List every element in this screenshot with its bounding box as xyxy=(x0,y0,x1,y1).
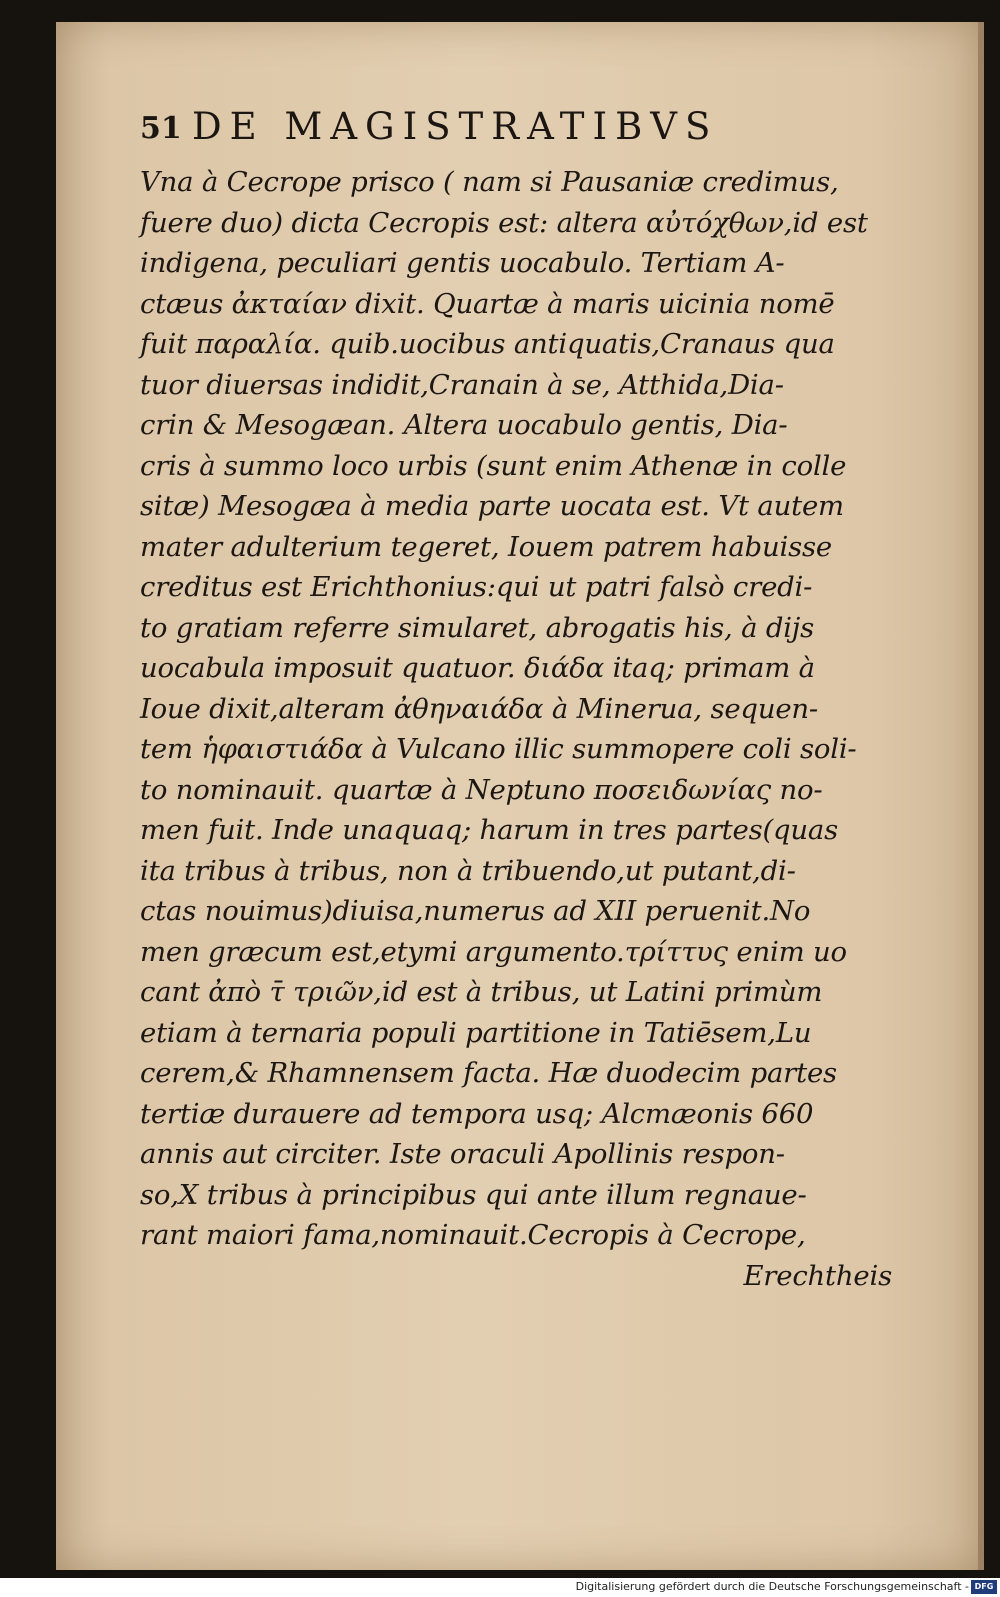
text-line: Ioue dixit,alteram ἀθηναιάδα à Minerua, sequen- xyxy=(140,692,819,725)
text-line: cerem,& Rhamnensem facta. Hæ duodecim partes xyxy=(140,1057,837,1089)
text-line: cant ἀπὸ τ̄ τριῶν,id est à tribus, ut Latini primùm xyxy=(140,976,823,1008)
catchword: Erechtheis xyxy=(743,1259,892,1292)
text-line: men fuit. Inde unaquaq; harum in tres partes(quas xyxy=(140,814,839,846)
text-line: tuor diuersas indidit,Cranain à se, Atthida,Dia- xyxy=(140,368,784,401)
text-line: ctæus ἀκταίαν dixit. Quartæ à maris uicinia nomē xyxy=(140,287,835,320)
text-line: ita tribus à tribus, non à tribuendo,ut putant,di- xyxy=(140,854,796,887)
dfg-logo: DFG xyxy=(971,1580,997,1594)
running-title: DE MAGISTRATIBVS xyxy=(192,105,719,148)
text-line: men græcum est,etymi argumento.τρίττυς enim uo xyxy=(140,935,847,968)
text-line: to gratiam referre simularet, abrogatis his, à dijs xyxy=(140,611,815,644)
text-line: annis aut circiter. Iste oraculi Apollinis respon- xyxy=(140,1138,785,1170)
text-line: creditus est Erichthonius:qui ut patri falsò credi- xyxy=(140,571,813,603)
text-line: mater adulterium tegeret, Iouem patrem habuisse xyxy=(140,530,832,563)
text-line: sitæ) Mesogæa à media parte uocata est. Vt autem xyxy=(140,490,844,522)
text-line: uocabula imposuit quatuor. διάδα itaq; primam à xyxy=(140,652,815,684)
text-line: to nominauit. quartæ à Neptuno ποσειδωνίας no- xyxy=(140,773,823,806)
text-block xyxy=(140,162,900,1296)
text-line: fuere duo) dicta Cecropis est: altera αὐτόχθων,id est xyxy=(140,206,868,239)
text-line: cris à summo loco urbis (sunt enim Athenæ in colle xyxy=(140,449,847,482)
text-line: Vna à Cecrope prisco ( nam si Pausaniæ credimus, xyxy=(140,166,839,198)
page-header xyxy=(140,105,840,165)
text-line: indigena, peculiari gentis uocabulo. Tertiam A- xyxy=(140,247,785,279)
text-line: ctas nouimus)diuisa,numerus ad XII peruenit.No xyxy=(140,895,811,927)
text-line: so,X tribus à principibus qui ante illum regnaue- xyxy=(140,1178,807,1211)
text-line: crin & Mesogæan. Altera uocabulo gentis, Dia- xyxy=(140,409,788,441)
folio-number: 51 xyxy=(140,111,182,146)
text-line: rant maiori fama,nominauit.Cecropis à Cecrope, xyxy=(140,1219,806,1251)
text-line: fuit παραλία. quib.uocibus antiquatis,Cranaus qua xyxy=(140,328,835,360)
footer-bar xyxy=(0,1578,1000,1597)
text-line: tem ἡφαιστιάδα à Vulcano illic summopere coli soli- xyxy=(140,733,857,765)
page-edge xyxy=(978,22,984,1570)
text-line: tertiæ durauere ad tempora usq; Alcmæonis 660 xyxy=(140,1097,814,1130)
text-line: etiam à ternaria populi partitione in Tatiēsem,Lu xyxy=(140,1016,812,1049)
digitization-credit: Digitalisierung gefördert durch die Deutsche Forschungsgemeinschaft - xyxy=(575,1580,969,1593)
